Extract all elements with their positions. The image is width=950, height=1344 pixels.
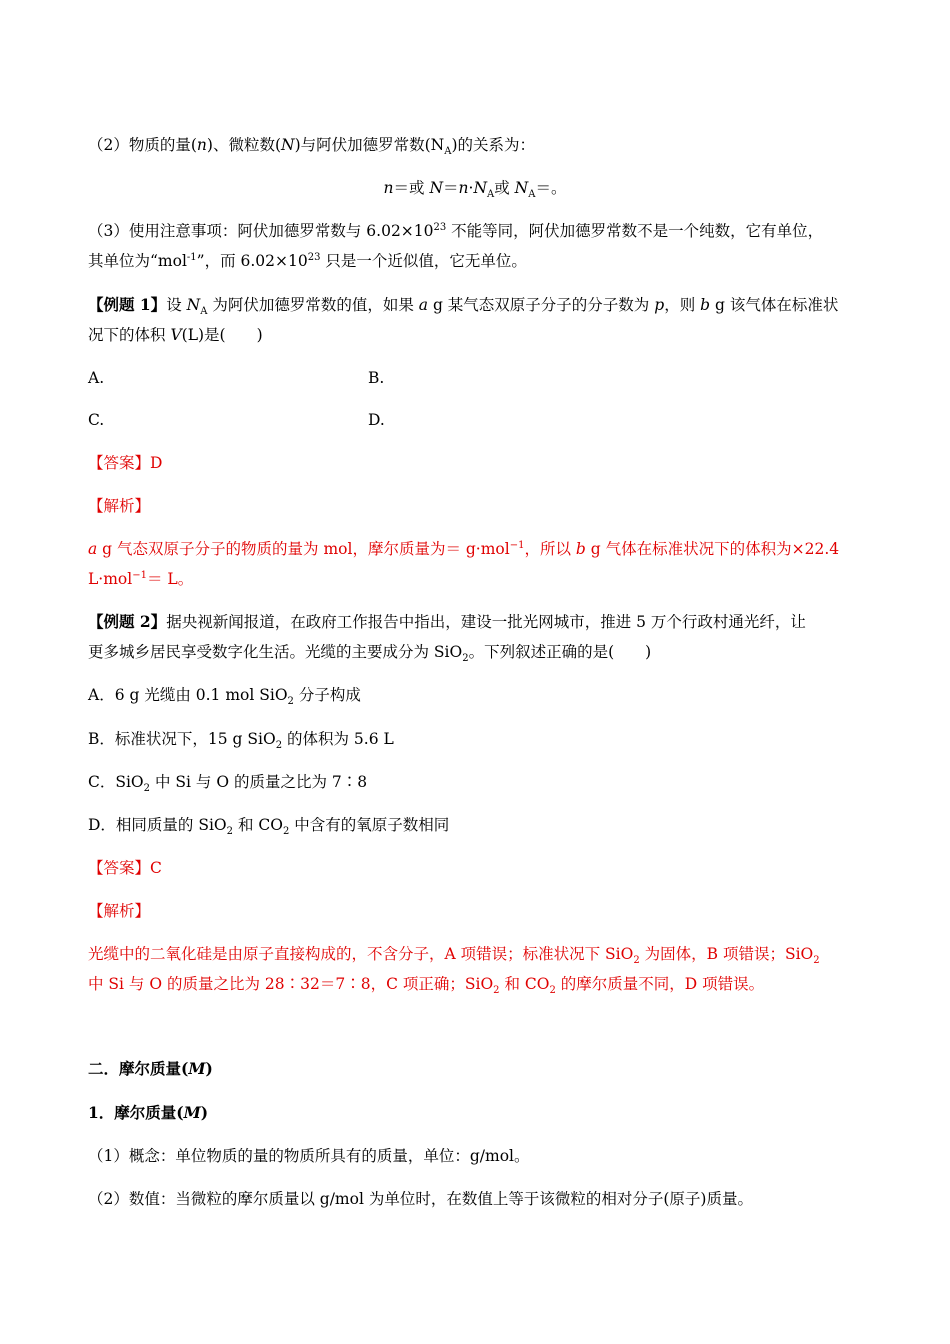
analysis-1-line-2: L·mol$^{-1}$＝ L。 — [88, 569, 194, 588]
analysis-2-line-2: 中 Si 与 O 的质量之比为 28∶32＝7∶8，C 项正确；SiO$_2$ 和 $CO_2$ 的摩尔质量不同，D 项错误。 — [88, 975, 765, 997]
example-1-line-2: 况下的体积 V(L)是( ) — [88, 326, 263, 344]
example-2-option-c: C．SiO$_2$ 中 Si 与 O 的质量之比为 7∶8 — [88, 773, 368, 795]
heading-molar-mass: 二．摩尔质量(M) — [88, 1059, 213, 1078]
option-a: A. — [88, 369, 105, 387]
answer-2: 【答案】C — [88, 859, 162, 877]
example-2-option-b: B．标准状况下，15 g SiO$_2$ 的体积为 5.6 L — [88, 730, 394, 752]
option-b: B. — [368, 369, 385, 387]
example-1-line-1: 【例题 1】设 $N_A$ 为阿伏加德罗常数的值，如果 a g 某气态双原子分子的分子数为 p，则 b g 该气体在标准状 — [88, 295, 839, 318]
analysis-1-label: 【解析】 — [88, 497, 151, 515]
example-1-options-cd — [88, 409, 862, 431]
example-2-line-1: 【例题 2】据央视新闻报道，在政府工作报告中指出，建设一批光网城市，推进 5 万个行政村通光纤，让 — [88, 612, 806, 631]
example-2-option-d: D．相同质量的 SiO$_2$ 和 $CO_2$ 中含有的氧原子数相同 — [88, 816, 450, 838]
section-3-line-1: （3）使用注意事项：阿伏加德罗常数与 $6.02\times 10^{23}$ 不能等同，阿伏加德罗常数不是一个纯数，它有单位， — [88, 221, 824, 240]
example-1-options-ab — [88, 367, 862, 389]
concept-line: （1）概念：单位物质的量的物质所具有的质量，单位：g/mol。 — [88, 1147, 530, 1165]
subheading-molar-mass: 1．摩尔质量(M) — [88, 1103, 209, 1122]
example-2-option-a: A．6 g 光缆由 0.1 mol SiO$_2$ 分子构成 — [88, 686, 361, 708]
example-2-line-2: 更多城乡居民享受数字化生活。光缆的主要成分为 SiO$_2$。下列叙述正确的是( ) — [88, 643, 652, 665]
option-d: D. — [368, 411, 385, 429]
analysis-2-line-1: 光缆中的二氧化硅是由原子直接构成的，不含分子，A 项错误；标准状况下 SiO$_2$ 为固体，B 项错误；SiO$_2$ — [88, 945, 820, 967]
section-2-line: （2）物质的量(n)、微粒数(N)与阿伏加德罗常数$(N_A)$的关系为： — [88, 136, 536, 158]
answer-1: 【答案】D — [88, 454, 163, 472]
value-line: （2）数值：当微粒的摩尔质量以 g/mol 为单位时，在数值上等于该微粒的相对分子(原子)质量。 — [88, 1190, 753, 1208]
option-c: C. — [88, 411, 105, 429]
analysis-2-label: 【解析】 — [88, 902, 151, 920]
section-3-line-2: 其单位为“mol$^{-1}$”，而 $6.02\times 10^{23}$ 只是一个近似值，它无单位。 — [88, 251, 527, 270]
formula-line: n＝或 $N=n\cdot N_A$或 $N_A=$。 — [383, 179, 567, 201]
analysis-1-line-1: a g 气态双原子分子的物质的量为 mol，摩尔质量为＝ g·mol$^{-1}$，所以 b g 气体在标准状况下的体积为×22.4 — [88, 539, 840, 558]
